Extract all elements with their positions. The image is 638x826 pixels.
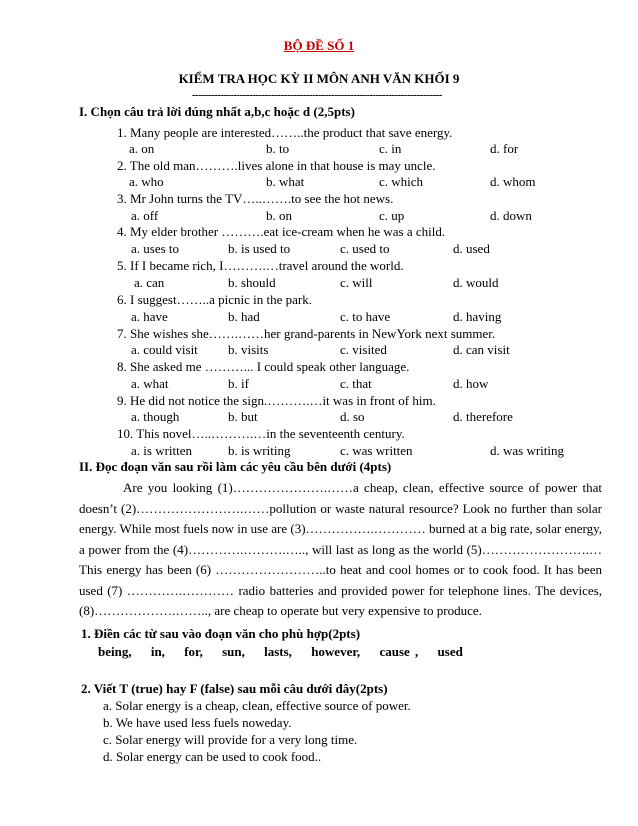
option-a: a. can	[134, 275, 165, 290]
question-2: 2. The old man……….lives alone in that house is may uncle.	[117, 158, 436, 173]
option-c: c. in	[379, 141, 402, 156]
word-bank-item: in,	[150, 644, 165, 659]
option-b: b. if	[228, 376, 249, 391]
option-d: d. whom	[490, 174, 536, 189]
option-b: b. to	[266, 141, 290, 156]
option-c: c. used to	[340, 241, 390, 256]
word-bank-item: for,	[184, 644, 203, 659]
option-d: d. therefore	[453, 409, 513, 424]
option-d: d. would	[453, 275, 499, 290]
question-9: 9. He did not notice the sign.……….…it was in front of him.	[117, 393, 436, 408]
option-b: b. visits	[228, 342, 269, 357]
option-a: a. what	[131, 376, 169, 391]
option-c: c. was written	[340, 443, 413, 458]
option-d: d. was writing	[490, 443, 565, 458]
question-7: 7. She wishes she…….……her grand-parents in NewYork next summer.	[117, 326, 496, 341]
word-bank-item: lasts,	[264, 644, 292, 659]
option-c: c. visited	[340, 342, 387, 357]
statement-c: c. Solar energy will provide for a very long time.	[103, 732, 358, 747]
option-a: a. have	[131, 309, 168, 324]
question-6: 6. I suggest……..a picnic in the park.	[117, 292, 312, 307]
option-a: a. is written	[131, 443, 193, 458]
option-b: b. what	[266, 174, 305, 189]
statement-a: a. Solar energy is a cheap, clean, effective source of power.	[103, 698, 411, 713]
question-5: 5. If I became rich, I……….…travel around the world.	[117, 258, 404, 273]
option-c: c. to have	[340, 309, 391, 324]
option-a: a. though	[131, 409, 180, 424]
option-b: b. is writing	[228, 443, 291, 458]
option-c: c. that	[340, 376, 372, 391]
option-b: b. had	[228, 309, 260, 324]
question-8: 8. She asked me ………... I could speak other language.	[117, 359, 410, 374]
passage-text: Are you looking (1)………………….……a cheap, clean, effective source of power that doesn’t (2)…………………….……pollution or waste natural resource? Look no further than solar energy. While most fuels now in use are (3)…………….………… burned at a big rate, solar energy, a power from the (4)………….……….….., will last as long as the world (5)…………………….…This energy has been (6) ……………………..to heat and cool homes or to cook food. It has been used (7) ………….………… radio batteries and provided power for telephone lines. The devices, (8)……………….…….., are cheap to operate but very expensive to produce.	[79, 480, 602, 618]
option-a: a. uses to	[131, 241, 180, 256]
word-bank-item: however,	[311, 644, 361, 659]
section-2-heading: II. Đọc đoạn văn sau rồi làm các yêu cầu bên dưới (4pts)	[79, 459, 392, 474]
option-b: b. is used to	[228, 241, 291, 256]
option-d: d. can visit	[453, 342, 510, 357]
option-c: c. up	[379, 208, 405, 223]
option-b: b. but	[228, 409, 258, 424]
option-a: a. off	[131, 208, 159, 223]
word-bank-item: used	[437, 644, 463, 659]
question-4: 4. My elder brother ……….eat ice-cream when he was a child.	[117, 224, 446, 239]
option-d: d. down	[490, 208, 532, 223]
question-1: 1. Many people are interested……..the product that save energy.	[117, 125, 453, 140]
option-d: d. how	[453, 376, 489, 391]
option-c: d. so	[340, 409, 365, 424]
title-divider: -------------------------------------------------------------------------------	[192, 89, 442, 99]
option-c: c. which	[379, 174, 424, 189]
word-bank-item: sun,	[222, 644, 245, 659]
option-a: a. who	[129, 174, 164, 189]
set-title: BỘ ĐỀ SỐ 1	[283, 38, 355, 53]
option-c: c. will	[340, 275, 373, 290]
option-a: a. on	[129, 141, 155, 156]
task-1-heading: 1. Điền các từ sau vào đoạn văn cho phù hợp(2pts)	[81, 626, 361, 641]
word-bank-item: being,	[98, 644, 132, 659]
option-d: d. used	[453, 241, 490, 256]
word-bank-item: cause ,	[379, 644, 419, 659]
statement-d: d. Solar energy can be used to cook food..	[103, 749, 322, 764]
option-a: a. could visit	[131, 342, 198, 357]
option-d: d. having	[453, 309, 502, 324]
option-b: b. should	[228, 275, 276, 290]
statement-b: b. We have used less fuels noweday.	[103, 715, 292, 730]
word-bank	[98, 643, 477, 660]
question-3: 3. Mr John turns the TV…..…….to see the hot news.	[117, 191, 394, 206]
option-b: b. on	[266, 208, 292, 223]
reading-passage	[79, 478, 602, 622]
task-2-heading: 2. Viết T (true) hay F (false) sau mỗi câu dưới đây(2pts)	[81, 681, 388, 696]
exam-title: KIỂM TRA HỌC KỲ II MÔN ANH VĂN KHỐI 9	[178, 71, 460, 86]
section-1-heading: I. Chọn câu trả lời đúng nhất a,b,c hoặc d (2,5pts)	[79, 104, 355, 119]
question-10: 10. This novel…..……….…in the seventeenth century.	[117, 426, 405, 441]
option-d: d. for	[490, 141, 519, 156]
